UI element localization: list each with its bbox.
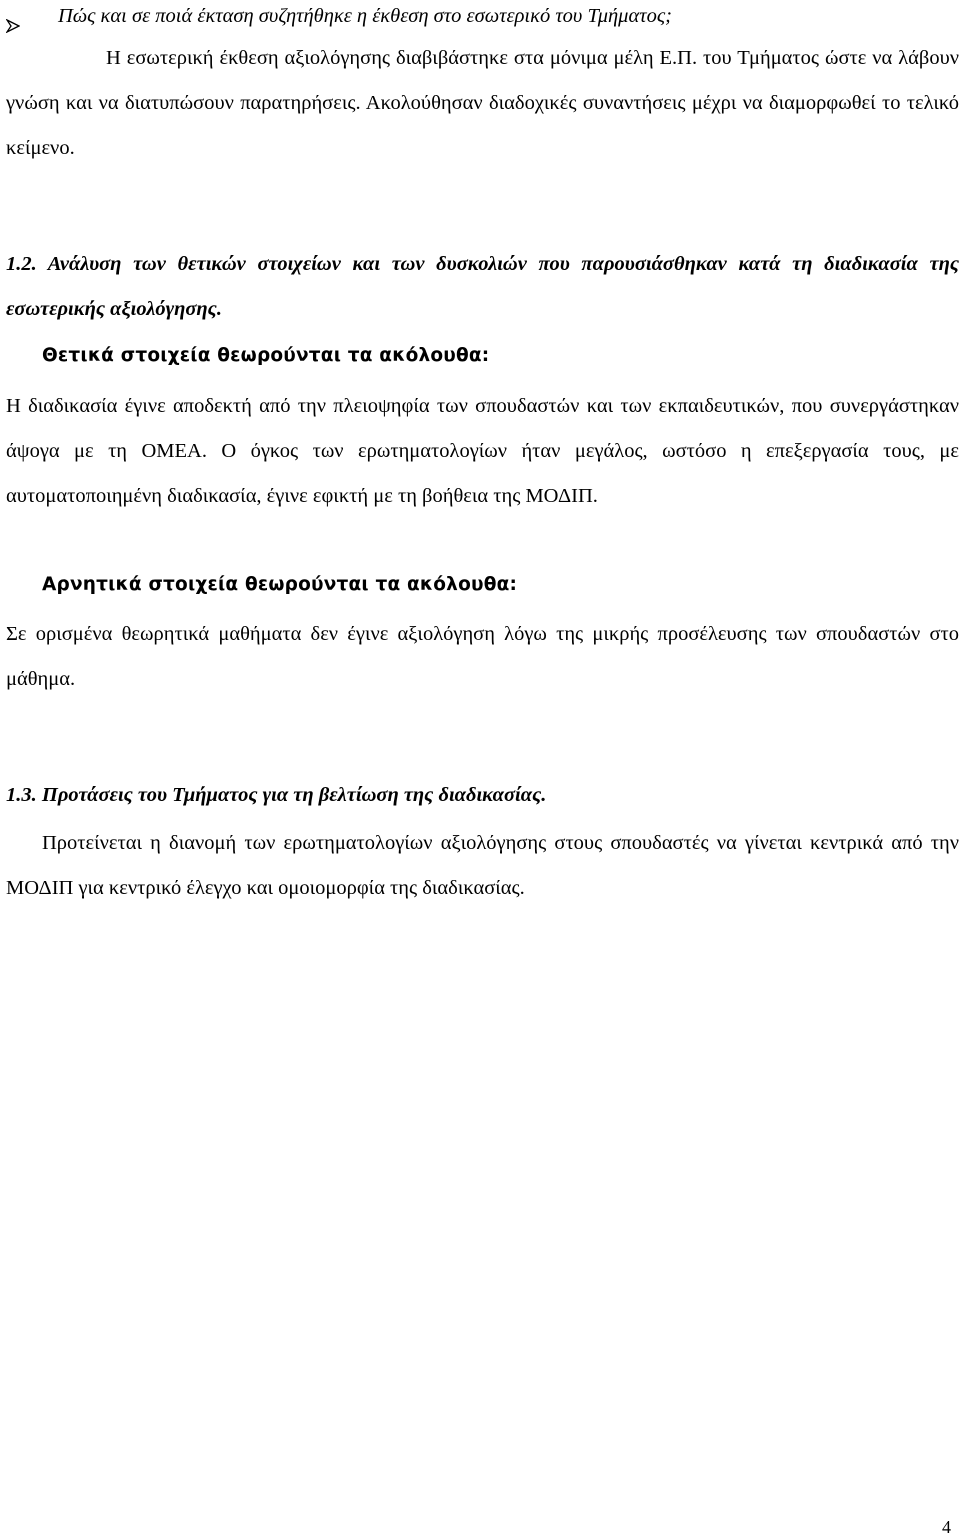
paragraph-internal-report: Η εσωτερική έκθεση αξιολόγησης διαβιβάστηκε στα μόνιμα μέλη Ε.Π. του Τμήματος ώστε να λάβουν γνώση και να διατυπώσουν παρατηρήσεις. Ακολούθησαν διαδοχικές συναντήσεις μέχρι να διαμορφωθεί το τελικό κείμενο. [6, 47, 959, 159]
page-number: 4 [942, 1517, 951, 1537]
arrowhead-bullet-icon [6, 7, 20, 21]
negatives-text: Σε ορισμένα θεωρητικά μαθήματα δεν έγινε αξιολόγηση λόγω της μικρής προσέλευσης των σπουδαστών στο μάθημα. [6, 623, 959, 690]
bullet-question [6, 0, 960, 36]
positives-text: Η διαδικασία έγινε αποδεκτή από την πλειοψηφία των σπουδαστών και των εκπαιδευτικών, που συνεργάστηκαν άψογα με τη ΟΜΕΑ. Ο όγκος των ερωτηματολογίων ήταν μεγάλος, ωστόσο η επεξεργασία τους, με αυτοματοποιημένη διαδικασία, έγινε εφικτή με τη βοήθεια της ΜΟΔΙΠ. [6, 395, 959, 507]
positives-title: Θετικά στοιχεία θεωρούνται τα ακόλουθα: [42, 345, 490, 366]
section-1-3-heading: 1.3. Προτάσεις του Τμήματος για τη βελτίωση της διαδικασίας. [6, 784, 547, 806]
section-1-3-text: Προτείνεται η διανομή των ερωτηματολογίων αξιολόγησης στους σπουδαστές να γίνεται κεντρικά από την ΜΟΔΙΠ για κεντρικό έλεγχο και ομοιομορφία της διαδικασίας. [6, 832, 959, 899]
negatives-title: Αρνητικά στοιχεία θεωρούνται τα ακόλουθα: [42, 574, 518, 595]
bullet-question-text: Πώς και σε ποιά έκταση συζητήθηκε η έκθεση στο εσωτερικό του Τμήματος; [58, 5, 672, 27]
section-1-2-heading: 1.2. Ανάλυση των θετικών στοιχείων και των δυσκολιών που παρουσιάσθηκαν κατά τη διαδικασία της εσωτερικής αξιολόγησης. [6, 253, 959, 320]
